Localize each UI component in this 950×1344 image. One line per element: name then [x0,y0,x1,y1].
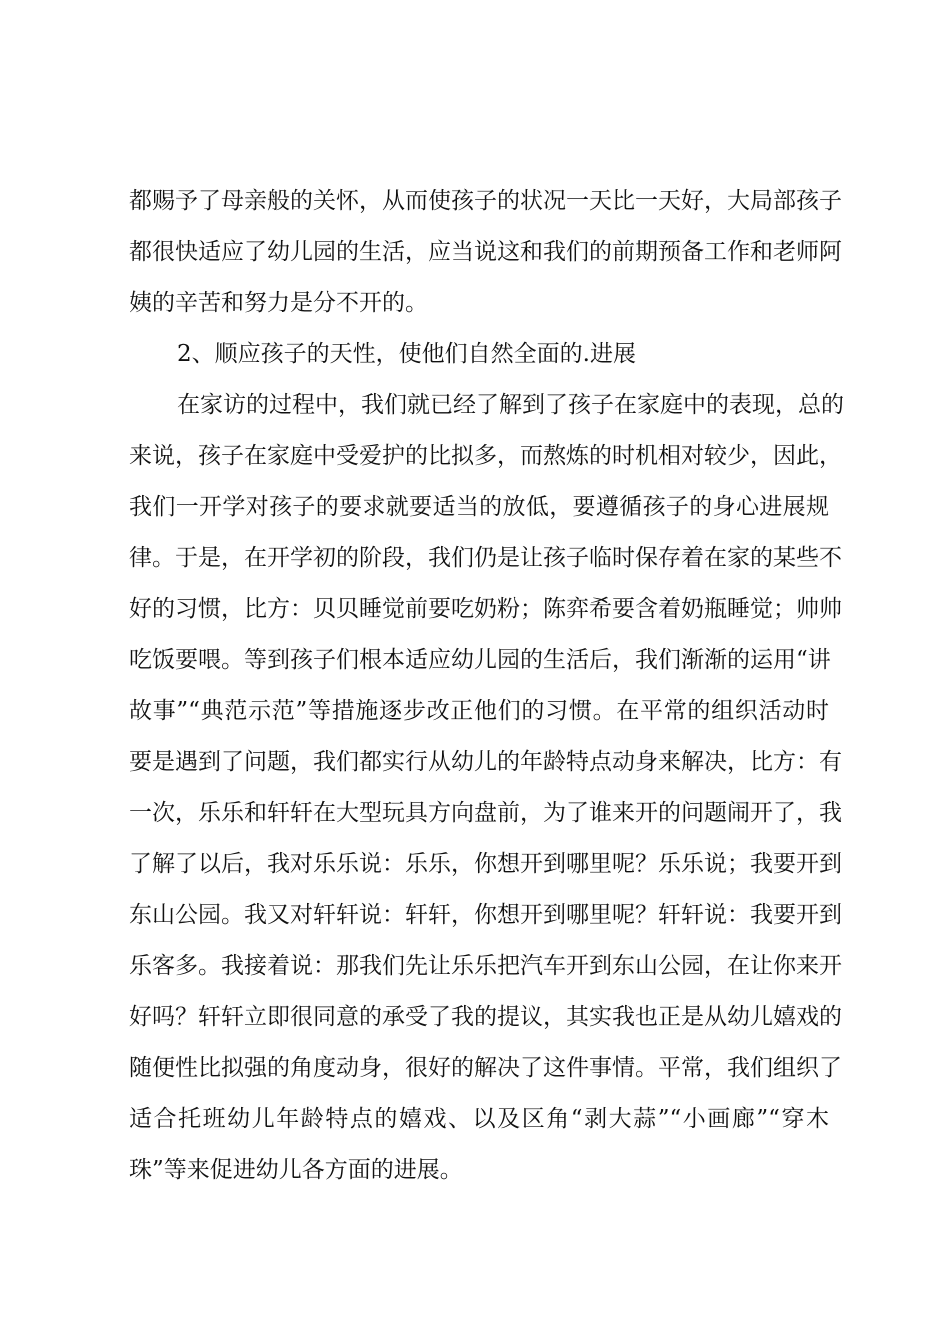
paragraph-line: 都很快适应了幼儿园的生活，应当说这和我们的前期预备工作和老师阿 [129,239,842,265]
paragraph-line: 乐客多。我接着说：那我们先让乐乐把汽车开到东山公园，在让你来开 [129,953,842,979]
paragraph-line: 珠”等来促进幼儿各方面的进展。 [129,1157,463,1183]
paragraph-line: 了解了以后，我对乐乐说：乐乐，你想开到哪里呢？乐乐说；我要开到 [129,851,842,877]
paragraph-line: 在家访的过程中，我们就已经了解到了孩子在家庭中的表现，总的 [177,392,844,418]
paragraph-line: 随便性比拟强的角度动身，很好的解决了这件事情。平常，我们组织了 [129,1055,842,1081]
paragraph-line: 东山公园。我又对轩轩说：轩轩，你想开到哪里呢？轩轩说：我要开到 [129,902,842,928]
section-heading: 2、顺应孩子的天性，使他们自然全面的.进展 [177,341,636,367]
paragraph-line: 我们一开学对孩子的要求就要适当的放低，要遵循孩子的身心进展规 [129,494,829,520]
paragraph-line: 都赐予了母亲般的关怀，从而使孩子的状况一天比一天好，大局部孩子 [129,188,842,214]
paragraph-line: 故事”“典范示范”等措施逐步改正他们的习惯。在平常的组织活动时 [129,698,829,724]
paragraph-line: 好的习惯，比方：贝贝睡觉前要吃奶粉；陈弈希要含着奶瓶睡觉；帅帅 [129,596,842,622]
paragraph-line: 来说，孩子在家庭中受爱护的比拟多，而熬炼的时机相对较少，因此， [129,443,842,469]
paragraph-line: 吃饭要喂。等到孩子们根本适应幼儿园的生活后，我们渐渐的运用“讲 [129,647,831,673]
paragraph-line: 好吗？轩轩立即很同意的承受了我的提议，其实我也正是从幼儿嬉戏的 [129,1004,842,1030]
paragraph-line: 律。于是，在开学初的阶段，我们仍是让孩子临时保存着在家的某些不 [129,545,842,571]
paragraph-line: 要是遇到了问题，我们都实行从幼儿的年龄特点动身来解决，比方：有 [129,749,842,775]
paragraph-line: 姨的辛苦和努力是分不开的。 [129,290,428,316]
paragraph-line: 适合托班幼儿年龄特点的嬉戏、以及区角“剥大蒜”“小画廊”“穿木 [129,1106,829,1132]
paragraph-line: 一次，乐乐和轩轩在大型玩具方向盘前，为了谁来开的问题闹开了，我 [129,800,842,826]
